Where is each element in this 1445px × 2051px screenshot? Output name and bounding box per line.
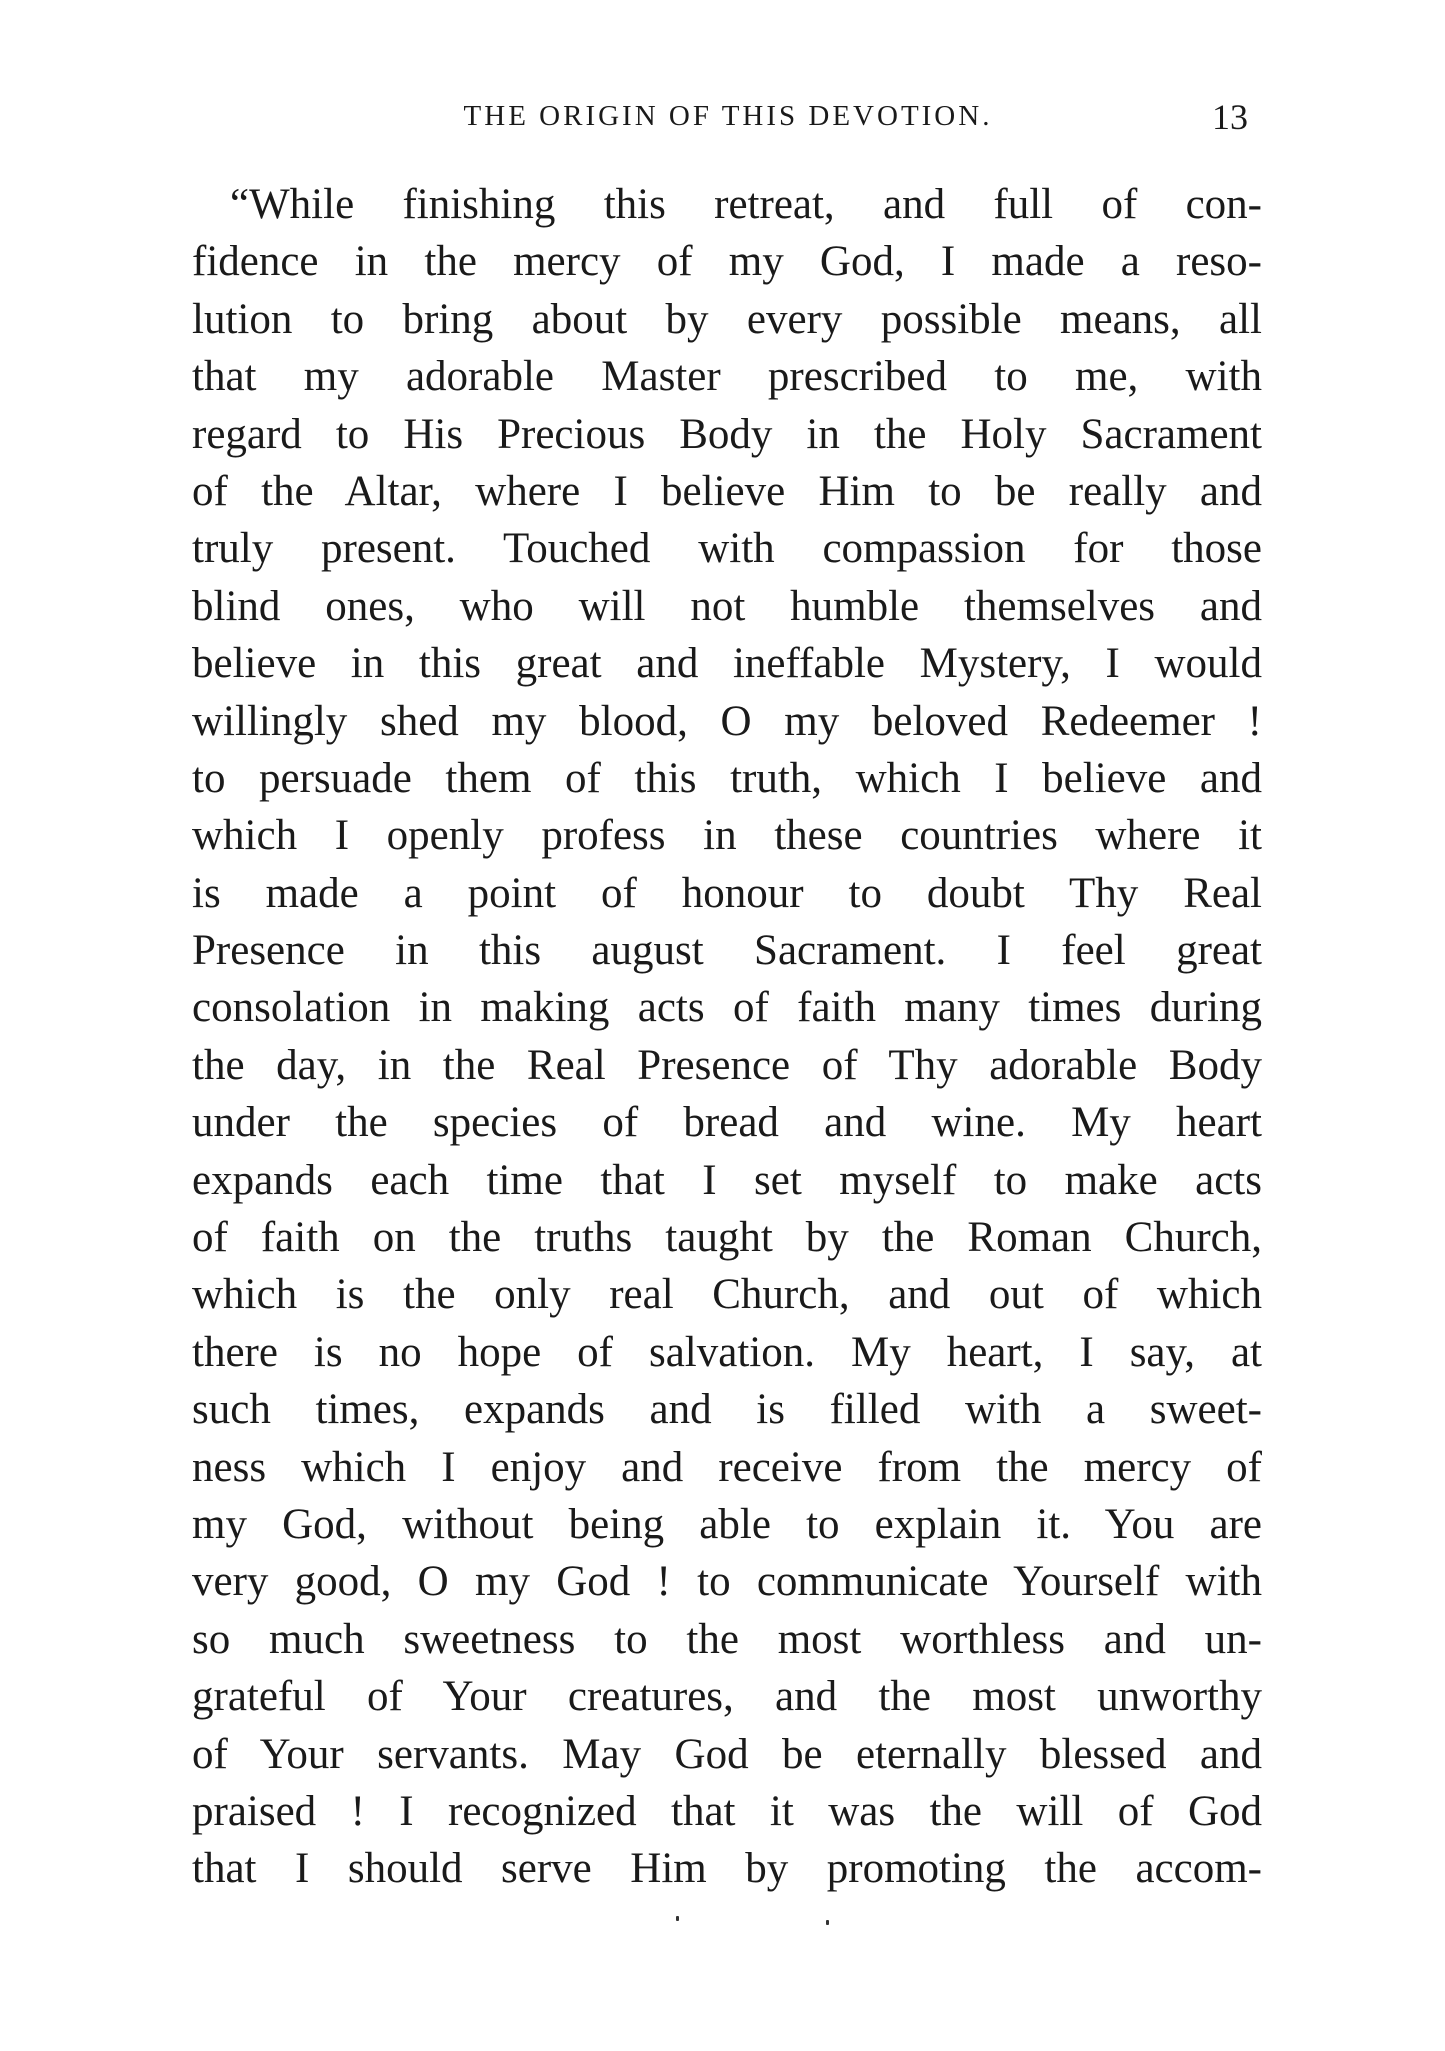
print-speck xyxy=(826,1920,829,1925)
running-title: THE ORIGIN OF THIS DEVOTION. xyxy=(463,100,993,132)
text-line: my God, without being able to explain it. You are xyxy=(192,1500,1262,1548)
text-line: which I openly profess in these countries where it xyxy=(192,812,1262,860)
body-text xyxy=(192,176,1262,1898)
text-line: which is the only real Church, and out of which xyxy=(192,1271,1262,1319)
text-line: lution to bring about by every possible means, all xyxy=(192,295,1262,343)
text-line: is made a point of honour to doubt Thy Real xyxy=(192,869,1262,917)
text-line: truly present. Touched with compassion for those xyxy=(192,525,1262,573)
text-line: to persuade them of this truth, which I believe and xyxy=(192,754,1262,802)
text-line: of faith on the truths taught by the Roman Church, xyxy=(192,1214,1262,1262)
text-line: “While finishing this retreat, and full of con- xyxy=(230,181,1262,228)
text-line: consolation in making acts of faith many times during xyxy=(192,984,1262,1032)
text-line: expands each time that I set myself to make acts xyxy=(192,1156,1262,1204)
text-line: such times, expands and is filled with a sweet- xyxy=(192,1386,1262,1434)
running-head xyxy=(188,96,1268,136)
text-line: grateful of Your creatures, and the most unworthy xyxy=(192,1673,1262,1721)
text-line: there is no hope of salvation. My heart, I say, at xyxy=(192,1328,1262,1376)
text-line: that my adorable Master prescribed to me, with xyxy=(192,353,1262,401)
text-line: that I should serve Him by promoting the accom- xyxy=(192,1845,1262,1893)
text-line: Presence in this august Sacrament. I feel great xyxy=(192,927,1262,975)
text-line: of the Altar, where I believe Him to be really and xyxy=(192,467,1262,515)
text-line: under the species of bread and wine. My heart xyxy=(192,1099,1262,1147)
text-line: very good, O my God ! to communicate Yourself with xyxy=(192,1558,1262,1606)
text-line: praised ! I recognized that it was the will of God xyxy=(192,1787,1262,1835)
text-line: blind ones, who will not humble themselves and xyxy=(192,582,1262,630)
text-line: of Your servants. May God be eternally blessed and xyxy=(192,1730,1262,1778)
text-line: the day, in the Real Presence of Thy adorable Body xyxy=(192,1041,1262,1089)
text-line: willingly shed my blood, O my beloved Redeemer ! xyxy=(192,697,1262,745)
text-line: so much sweetness to the most worthless and un- xyxy=(192,1615,1262,1663)
page-number: 13 xyxy=(1212,97,1248,137)
text-line: ness which I enjoy and receive from the mercy of xyxy=(192,1443,1262,1491)
print-speck xyxy=(676,1916,679,1921)
text-line: regard to His Precious Body in the Holy Sacrament xyxy=(192,410,1262,458)
text-line: fidence in the mercy of my God, I made a reso- xyxy=(192,238,1262,286)
text-line: believe in this great and ineffable Mystery, I would xyxy=(192,640,1262,688)
